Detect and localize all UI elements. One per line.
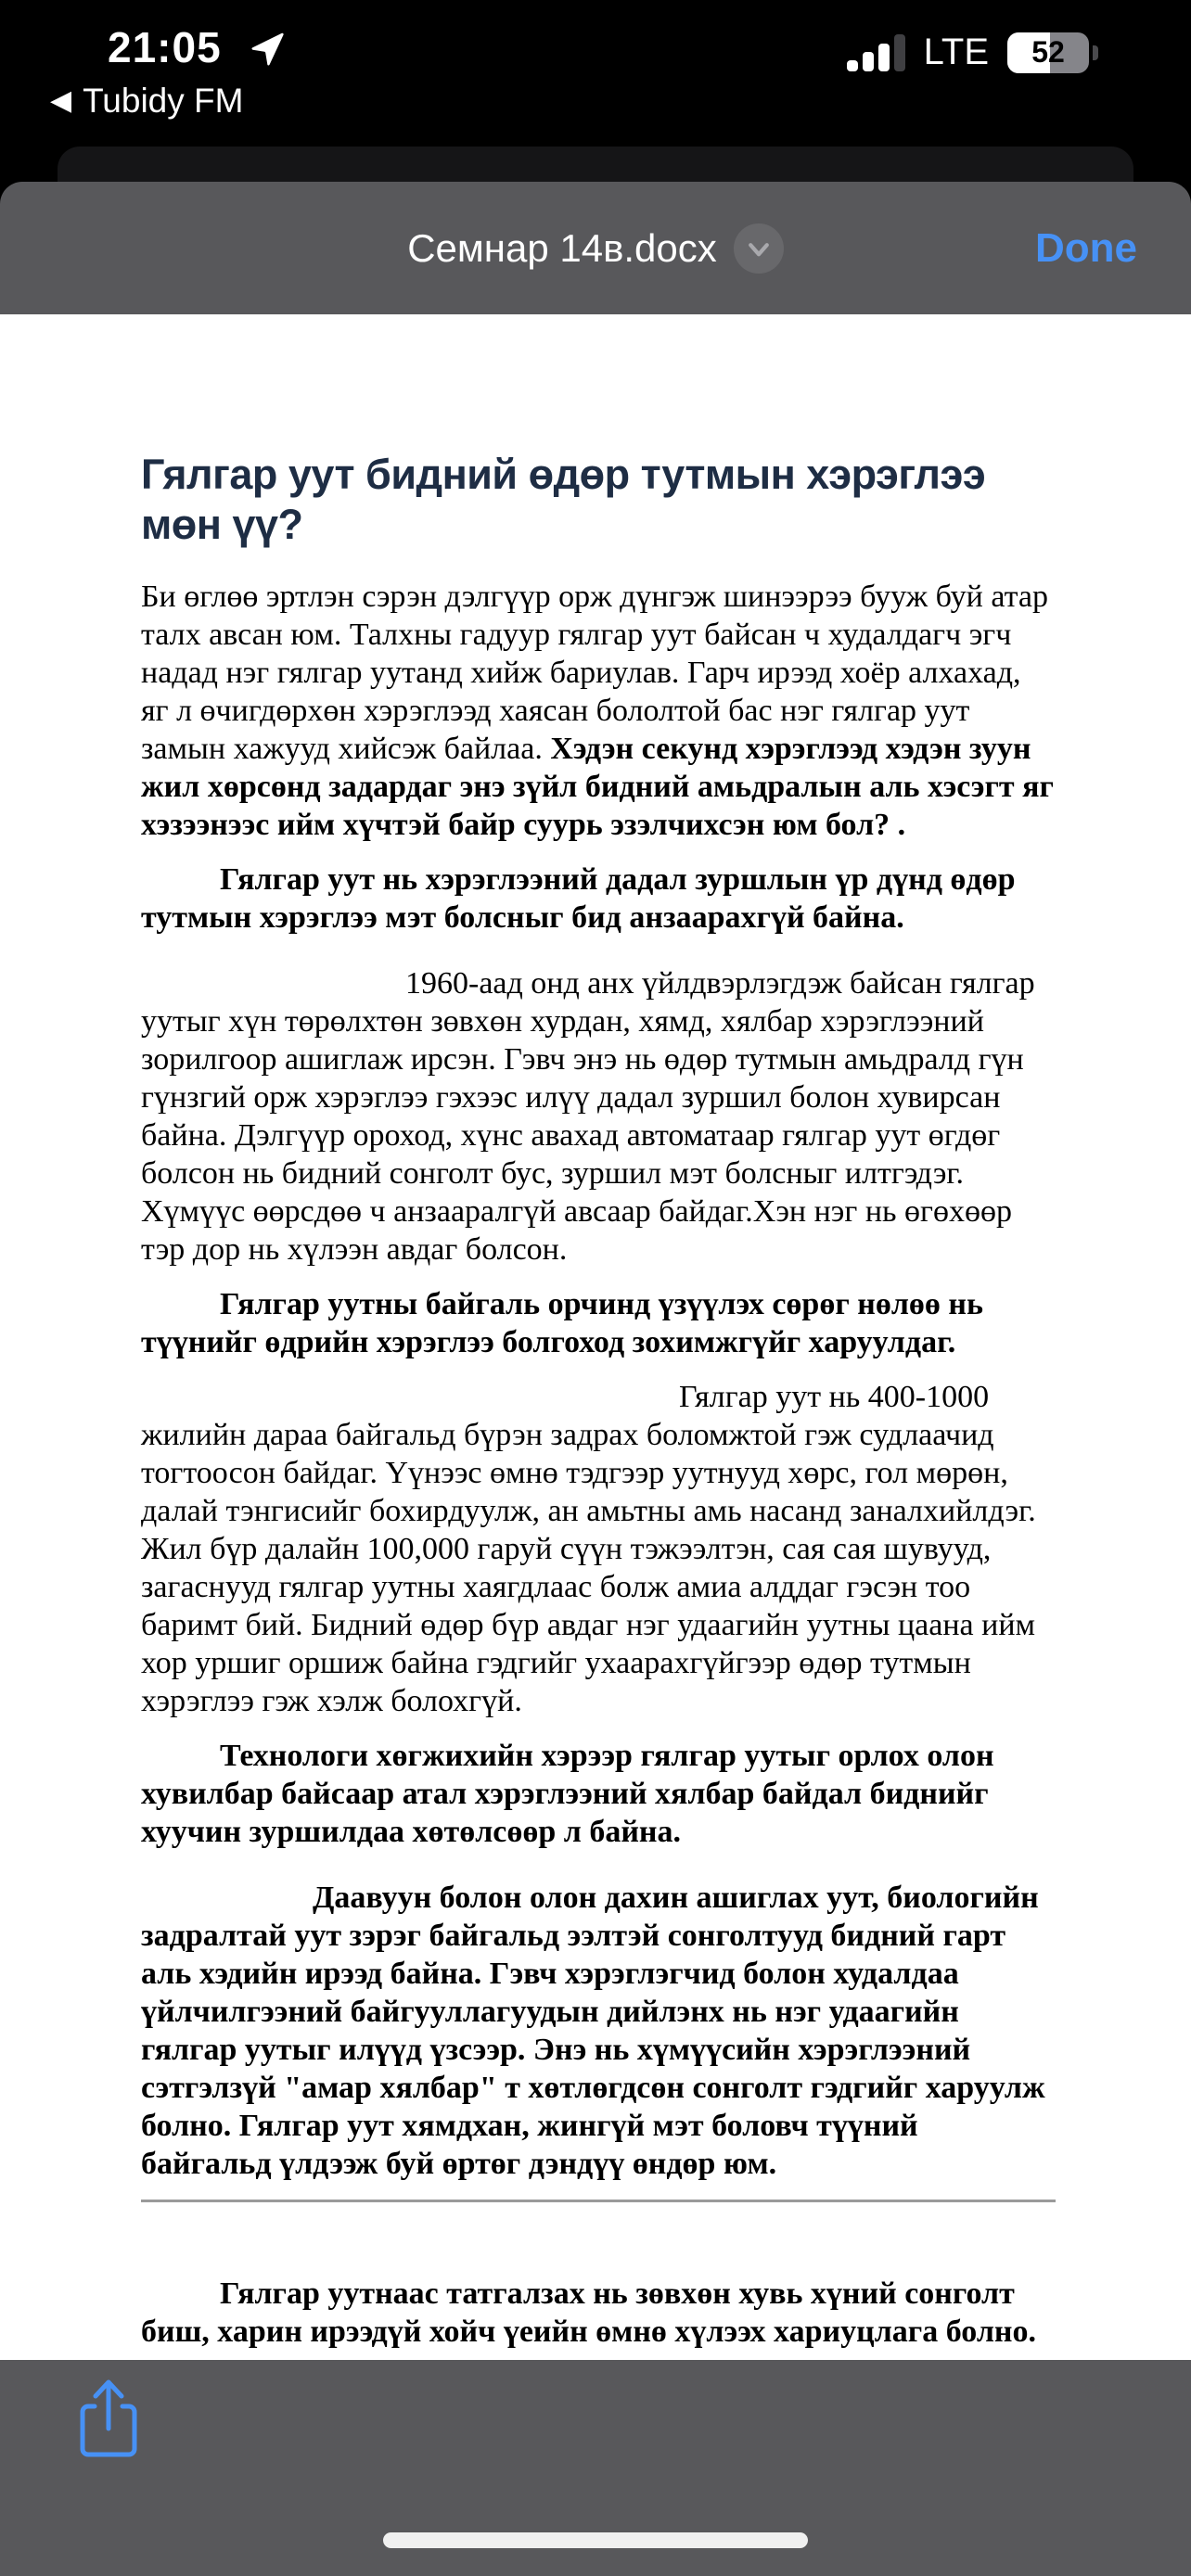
cellular-signal-icon [847,34,905,71]
home-indicator[interactable] [383,2532,808,2548]
back-to-app-banner[interactable] [50,82,243,121]
network-type-label: LTE [923,32,989,72]
back-to-app-label: Tubidy FM [83,82,244,120]
document-content [141,314,1056,2351]
paragraph: Би өглөө эртлэн сэрэн дэлгүүр орж дүнгэж шинээрээ бууж буй атар талх авсан юм. Талхны гадуур гялгар уут байсан ч худалдагч эгч надад нэг гялгар уутанд хийж бариулав. Гарч ирээд хоёр алхахад, яг л өчигдөрхөн хэрэглээд хаясан бололтой бас нэг гялгар уут замын хажууд хийсэж байлаа. Хэдэн секунд хэрэглээд хэдэн зуун жил хөрсөнд задардаг энэ зүйл бидний амьдралын аль хэсэгт яг хэзээнээс ийм хүчтэй байр суурь эзэлчихсэн юм бол? . [141,580,1054,842]
paragraph: Гялгар уутнаас татгалзах нь зөвхөн хувь хүний сонголт биш, харин ирээдүй хойч үеийн өмнө хүлээх хариуцлага болно. [141,2276,1036,2349]
share-button[interactable] [76,2377,141,2462]
battery-icon [1007,32,1089,73]
paragraph: Гялгар уут нь хэрэглээний дадал зуршлын үр дүнд өдөр тутмын хэрэглээ мэт болсныг бид анзаарахгүй байна. [141,862,1016,935]
status-bar [0,0,1191,148]
done-button[interactable]: Done [1035,182,1137,314]
document-heading: Гялгар уут бидний өдөр тутмын хэрэглээ мөн үү? [141,451,986,548]
document-scroll-area[interactable] [0,314,1191,2576]
battery-nub [1093,45,1098,60]
document-title-button[interactable] [0,182,1191,314]
clock: 21:05 [108,23,222,71]
battery-percent: 52 [1031,35,1065,69]
chevron-down-icon[interactable] [734,223,784,274]
bottom-toolbar [0,2360,1191,2576]
document-title: Семнар 14в.docx [407,225,717,270]
document-viewer-header [0,182,1191,314]
back-triangle-icon: ◀ [50,85,72,116]
paragraph: 1960-аад онд анх үйлдвэрлэгдэж байсан гялгар уутыг хүн төрөлхтөн зөвхөн хурдан, хямд, хялбар хэрэглээний зорилгоор ашиглаж ирсэн. Гэвч энэ нь өдөр тутмын амьдралд гүн гүнзгий орж хэрэглээ гэхээс илүү дадал зуршил болон хувирсан байна. Дэлгүүр ороход, хүнс авахад автоматаар гялгар уут өгдөг болсон нь бидний сонголт бус, зуршил мэт болсныг илтгэдэг. Хүмүүс өөрсдөө ч анзааралгүй авсаар байдаг.Хэн нэг нь өгөхөөр тэр дор нь хүлээн авдаг болсон. [141,966,1035,1267]
paragraph: Даавуун болон олон дахин ашиглах уут, биологийн задралтай уут зэрэг байгальд ээлтэй сонголтууд бидний гарт аль хэдийн ирээд байна. Гэвч хэрэглэгчид болон худалдаа үйлчилгээний байгууллагуудын дийлэнх нь нэг удаагийн гялгар уутыг илүүд үзсээр. Энэ нь хүмүүсийн хэрэглээний сэтгэлзүй "амар хялбар" т хөтлөгдсөн сонголт гэдгийг харуулж болно. Гялгар уут хямдхан, жингүй мэт боловч түүний байгальд үлдээж буй өртөг дэндүү өндөр юм. [141,1881,1045,2181]
paragraph: Технологи хөгжихийн хэрээр гялгар уутыг орлох олон хувилбар байсаар атал хэрэглээний хялбар байдал биднийг хуучин зуршилдаа хөтөлсөөр л байна. [141,1739,994,1849]
document-paragraphs [141,578,1056,2351]
paragraph: Гялгар уут нь 400-1000 жилийн дараа байгальд бүрэн задрах боломжтой гэж судлаачид тогтоосон байдаг. Үүнээс өмнө тэдгээр уутнууд хөрс, гол мөрөн, далай тэнгисийг бохирдуулж, ан амьтны амь насанд заналхийлдэг. Жил бүр далайн 100,000 гаруй сүүн тэжээлтэн, сая сая шувууд, загаснууд гялгар уутны хаягдлаас болж амиа алддаг гэсэн тоо баримт бий. Бидний өдөр бүр авдаг нэг удаагийн уутны цаана ийм хор уршиг оршиж байна гэдгийг ухаарахгүйгээр өдөр тутмын хэрэглээ гэж хэлж болохгүй. [141,1380,1036,1718]
section-divider [141,2200,1056,2202]
paragraph: Гялгар уутны байгаль орчинд үзүүлэх сөрөг нөлөө нь түүнийг өдрийн хэрэглээ болгоход зохимжгүйг харуулдаг. [141,1287,984,1359]
location-arrow-icon [249,30,288,69]
